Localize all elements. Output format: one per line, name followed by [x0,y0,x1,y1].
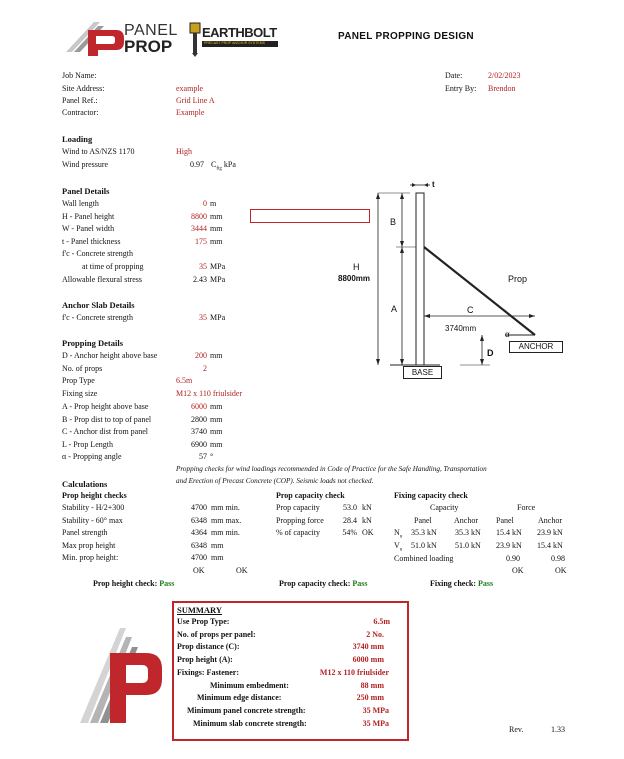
fixing-capacity-header: Capacity [430,503,459,512]
col-anchor-2: Anchor [538,516,562,525]
capacity-unit: kN [362,516,372,525]
ok-status-2: OK [236,566,248,575]
prop-height-label: Max prop height [62,541,116,550]
summary-label: Minimum slab concrete strength: [193,718,307,728]
panel-row-label: at time of propping [82,262,144,271]
summary-label: No. of props per panel: [177,629,256,639]
diagram-b-label: B [390,217,397,227]
prop-capacity-heading: Prop capacity check [276,491,345,500]
prop-capacity-check: Prop capacity check: Pass [279,579,368,588]
earthbolt-text: EARTHBOLT [202,25,277,40]
summary-heading: SUMMARY [177,605,223,615]
fix-ok-2: OK [555,566,567,575]
fixing-check: Fixing check: Pass [430,579,494,588]
earthbolt-logo [188,21,278,57]
diagram-h-label: H [353,262,360,272]
job-name-label: Job Name: [62,71,97,80]
panel-row-value: 35 [199,262,207,271]
diagram-d-label: D [487,348,494,358]
summary-value: 88 mm [360,680,384,690]
panel-row-label: H - Panel height [62,212,115,221]
nu-label: $N_u$ [394,528,403,540]
page-title: PANEL PROPPING DESIGN [338,31,474,42]
diagram-anchor-box: ANCHOR [509,341,563,353]
anchor-fc-label: f'c - Concrete strength [62,313,133,322]
combined-loading-label: Combined loading [394,554,454,563]
prop-height-unit: mm min. [211,503,240,512]
diagram-prop-label: Prop [508,274,528,284]
prop-row-label: No. of props [62,364,103,373]
summary-label: Use Prop Type: [177,617,230,626]
note-line-2: and Erection of Precast Concrete (COP). Seismic loads not checked. [176,477,374,485]
prop-height-unit: mm [211,553,224,562]
prop-height-value: 6348 [191,541,207,550]
prop-row-value: 3740 [191,427,207,436]
vu-value: 51.0 kN [411,541,437,550]
nu-value: 35.3 kN [411,528,437,537]
prop-height-label: Min. prop height: [62,553,119,562]
prop-row-label: α - Propping angle [62,452,122,461]
summary-label: Minimum edge distance: [197,693,282,703]
panel-row-label: Wall length [62,199,99,208]
prop-height-checks-heading: Prop height checks [62,491,127,500]
vu-value: 23.9 kN [496,541,522,550]
calculations-heading: Calculations [62,479,108,489]
prop-row-value: M12 x 110 friulsider [176,389,243,398]
date-value: 2/02/2023 [488,71,521,80]
panel-row-label: f'c - Concrete strength [62,249,133,258]
panelprop-large-logo [80,623,166,727]
summary-value: M12 x 110 friulsider [319,667,389,677]
prop-row-value: 2 [203,364,207,373]
prop-row-label: D - Anchor height above base [62,351,158,360]
prop-height-unit: mm [211,541,224,550]
prop-row-value: 6000 [191,402,207,411]
date-label: Date: [445,71,463,80]
diagram-alpha-label: α [505,330,510,339]
fixing-capacity-heading: Fixing capacity check [394,491,468,500]
ok-status-1: OK [193,566,205,575]
wind-pressure-unit: $C_{fig}$ kPa [211,160,236,172]
prop-row-label: Prop Type [62,376,95,385]
summary-value: 250 mm [356,693,384,703]
prop-row-value: 200 [195,351,207,360]
prop-height-value: 4364 [191,528,207,537]
contractor-value: Example [176,108,205,117]
panel-row-label: Allowable flexural stress [62,275,142,284]
panel-row-unit: mm [210,224,223,233]
nu-value: 23.9 kN [537,528,563,537]
diagram-c-label: C [467,305,474,315]
prop-height-label: Stability - 60° max [62,516,123,525]
nu-value: 35.3 kN [455,528,481,537]
prop-row-value: 6.5m [176,376,193,385]
summary-label: Prop distance (C): [177,642,240,652]
summary-box [172,601,409,741]
diagram-a-label: A [391,304,398,314]
site-address-value: example [176,84,204,93]
col-panel-2: Panel [496,516,514,525]
col-anchor-1: Anchor [454,516,478,525]
prop-row-label: C - Anchor dist from panel [62,427,148,436]
panel-row-unit: MPa [210,275,226,284]
wind-value: High [176,147,192,156]
fix-ok-1: OK [512,566,524,575]
prop-row-label: Fixing size [62,389,98,398]
panel-ref-label: Panel Ref.: [62,96,98,105]
prop-row-unit: mm [210,402,223,411]
panelprop-logo-mark [64,18,124,56]
panel-row-unit: MPa [210,262,226,271]
wind-pressure-label: Wind pressure [62,160,109,169]
nu-value: 15.4 kN [496,528,522,537]
prop-row-unit: mm [210,415,223,424]
panel-ref-value: Grid Line A [176,96,215,105]
logo-panel-text: PANEL [124,22,178,39]
wind-label: Wind to AS/NZS 1170 [62,147,135,156]
diagram-c-value: 3740mm [445,324,477,333]
anchor-slab-heading: Anchor Slab Details [62,300,135,310]
prop-row-label: A - Prop height above base [62,402,149,411]
capacity-label: % of capacity [276,528,320,537]
panel-row-value: 175 [195,237,207,246]
panel-row-value: 8800 [191,212,207,221]
summary-value: 35 MPa [362,705,389,715]
prop-row-unit: mm [210,351,223,360]
panel-row-unit: mm [210,237,223,246]
prop-row-unit: mm [210,440,223,449]
summary-value: 6000 mm [352,655,384,665]
loading-heading: Loading [62,134,93,144]
capacity-unit: kN [362,503,372,512]
summary-value: 3740 mm [352,642,384,652]
prop-height-value: 6348 [191,516,207,525]
summary-label: Fixings: Fastener: [177,667,239,677]
earthbolt-bolt-icon [188,21,202,57]
logo-prop-text: PROP [124,37,173,56]
fixing-force-header: Force [517,503,536,512]
site-address-label: Site Address: [62,84,105,93]
panel-details-heading: Panel Details [62,186,110,196]
prop-height-unit: mm min. [211,528,240,537]
summary-label: Minimum panel concrete strength: [187,705,306,715]
entry-by-value: Brendon [488,84,516,93]
panel-row-label: W - Panel width [62,224,115,233]
capacity-value: 54% [342,528,357,537]
prop-height-label: Stability - H/2+300 [62,503,125,512]
prop-capacity-check-status: Pass [352,579,368,588]
summary-value: 6.5m [373,617,390,626]
prop-row-value: 2800 [191,415,207,424]
summary-label: Prop height (A): [177,655,233,665]
rev-value: 1.33 [551,725,565,734]
anchor-fc-value: 35 [199,313,207,322]
panel-row-value: 2.43 [193,275,207,284]
diagram-base-box: BASE [403,366,442,379]
panel-row-unit: m [210,199,217,208]
prop-row-unit: mm [210,427,223,436]
anchor-fc-unit: MPa [210,313,226,322]
capacity-unit: OK [362,528,374,537]
prop-height-unit: mm max. [211,516,242,525]
panel-row-label: t - Panel thickness [62,237,121,246]
summary-value: 2 No. [366,629,384,639]
panel-row-value: 0 [203,199,207,208]
panel-shape [416,193,424,365]
diagram-t-label: t [432,180,435,189]
diagram-h-value: 8800mm [338,274,371,283]
combined-value-panel: 0.90 [506,554,520,563]
earthbolt-subtext: PRECAST PROP ANCHOR SYSTEMS [204,41,265,45]
prop-height-value: 4700 [191,553,207,562]
fixing-check-status: Pass [478,579,494,588]
prop-row-value: 6900 [191,440,207,449]
prop-height-label: Panel strength [62,528,108,537]
prop-row-label: B - Prop dist to top of panel [62,415,152,424]
capacity-label: Propping force [276,516,324,525]
prop-line [424,247,535,335]
panel-row-value: 3444 [191,224,207,233]
capacity-value: 53.0 [343,503,357,512]
vu-label: $V_u$ [394,541,403,553]
prop-height-check-status: Pass [159,579,175,588]
propping-details-heading: Propping Details [62,338,124,348]
col-panel-1: Panel [414,516,432,525]
contractor-label: Contractor: [62,108,99,117]
vu-value: 51.0 kN [455,541,481,550]
panel-row-unit: mm [210,212,223,221]
wind-pressure-value: 0.97 [190,160,204,169]
prop-height-check: Prop height check: Pass [93,579,175,588]
prop-row-value: 57 [199,452,207,461]
prop-height-value: 4700 [191,503,207,512]
prop-row-label: L - Prop Length [62,440,114,449]
summary-value: 35 MPa [362,718,389,728]
capacity-label: Prop capacity [276,503,320,512]
capacity-value: 28.4 [343,516,357,525]
note-line-1: Propping checks for wind loadings recommended in Code of Practice for the Safe Handling, Transportation [176,465,487,473]
prop-row-unit: ° [210,452,214,461]
summary-label: Minimum embedment: [210,680,289,690]
vu-value: 15.4 kN [537,541,563,550]
combined-value-anchor: 0.98 [551,554,565,563]
entry-by-label: Entry By: [445,84,477,93]
rev-label: Rev. [509,725,524,734]
